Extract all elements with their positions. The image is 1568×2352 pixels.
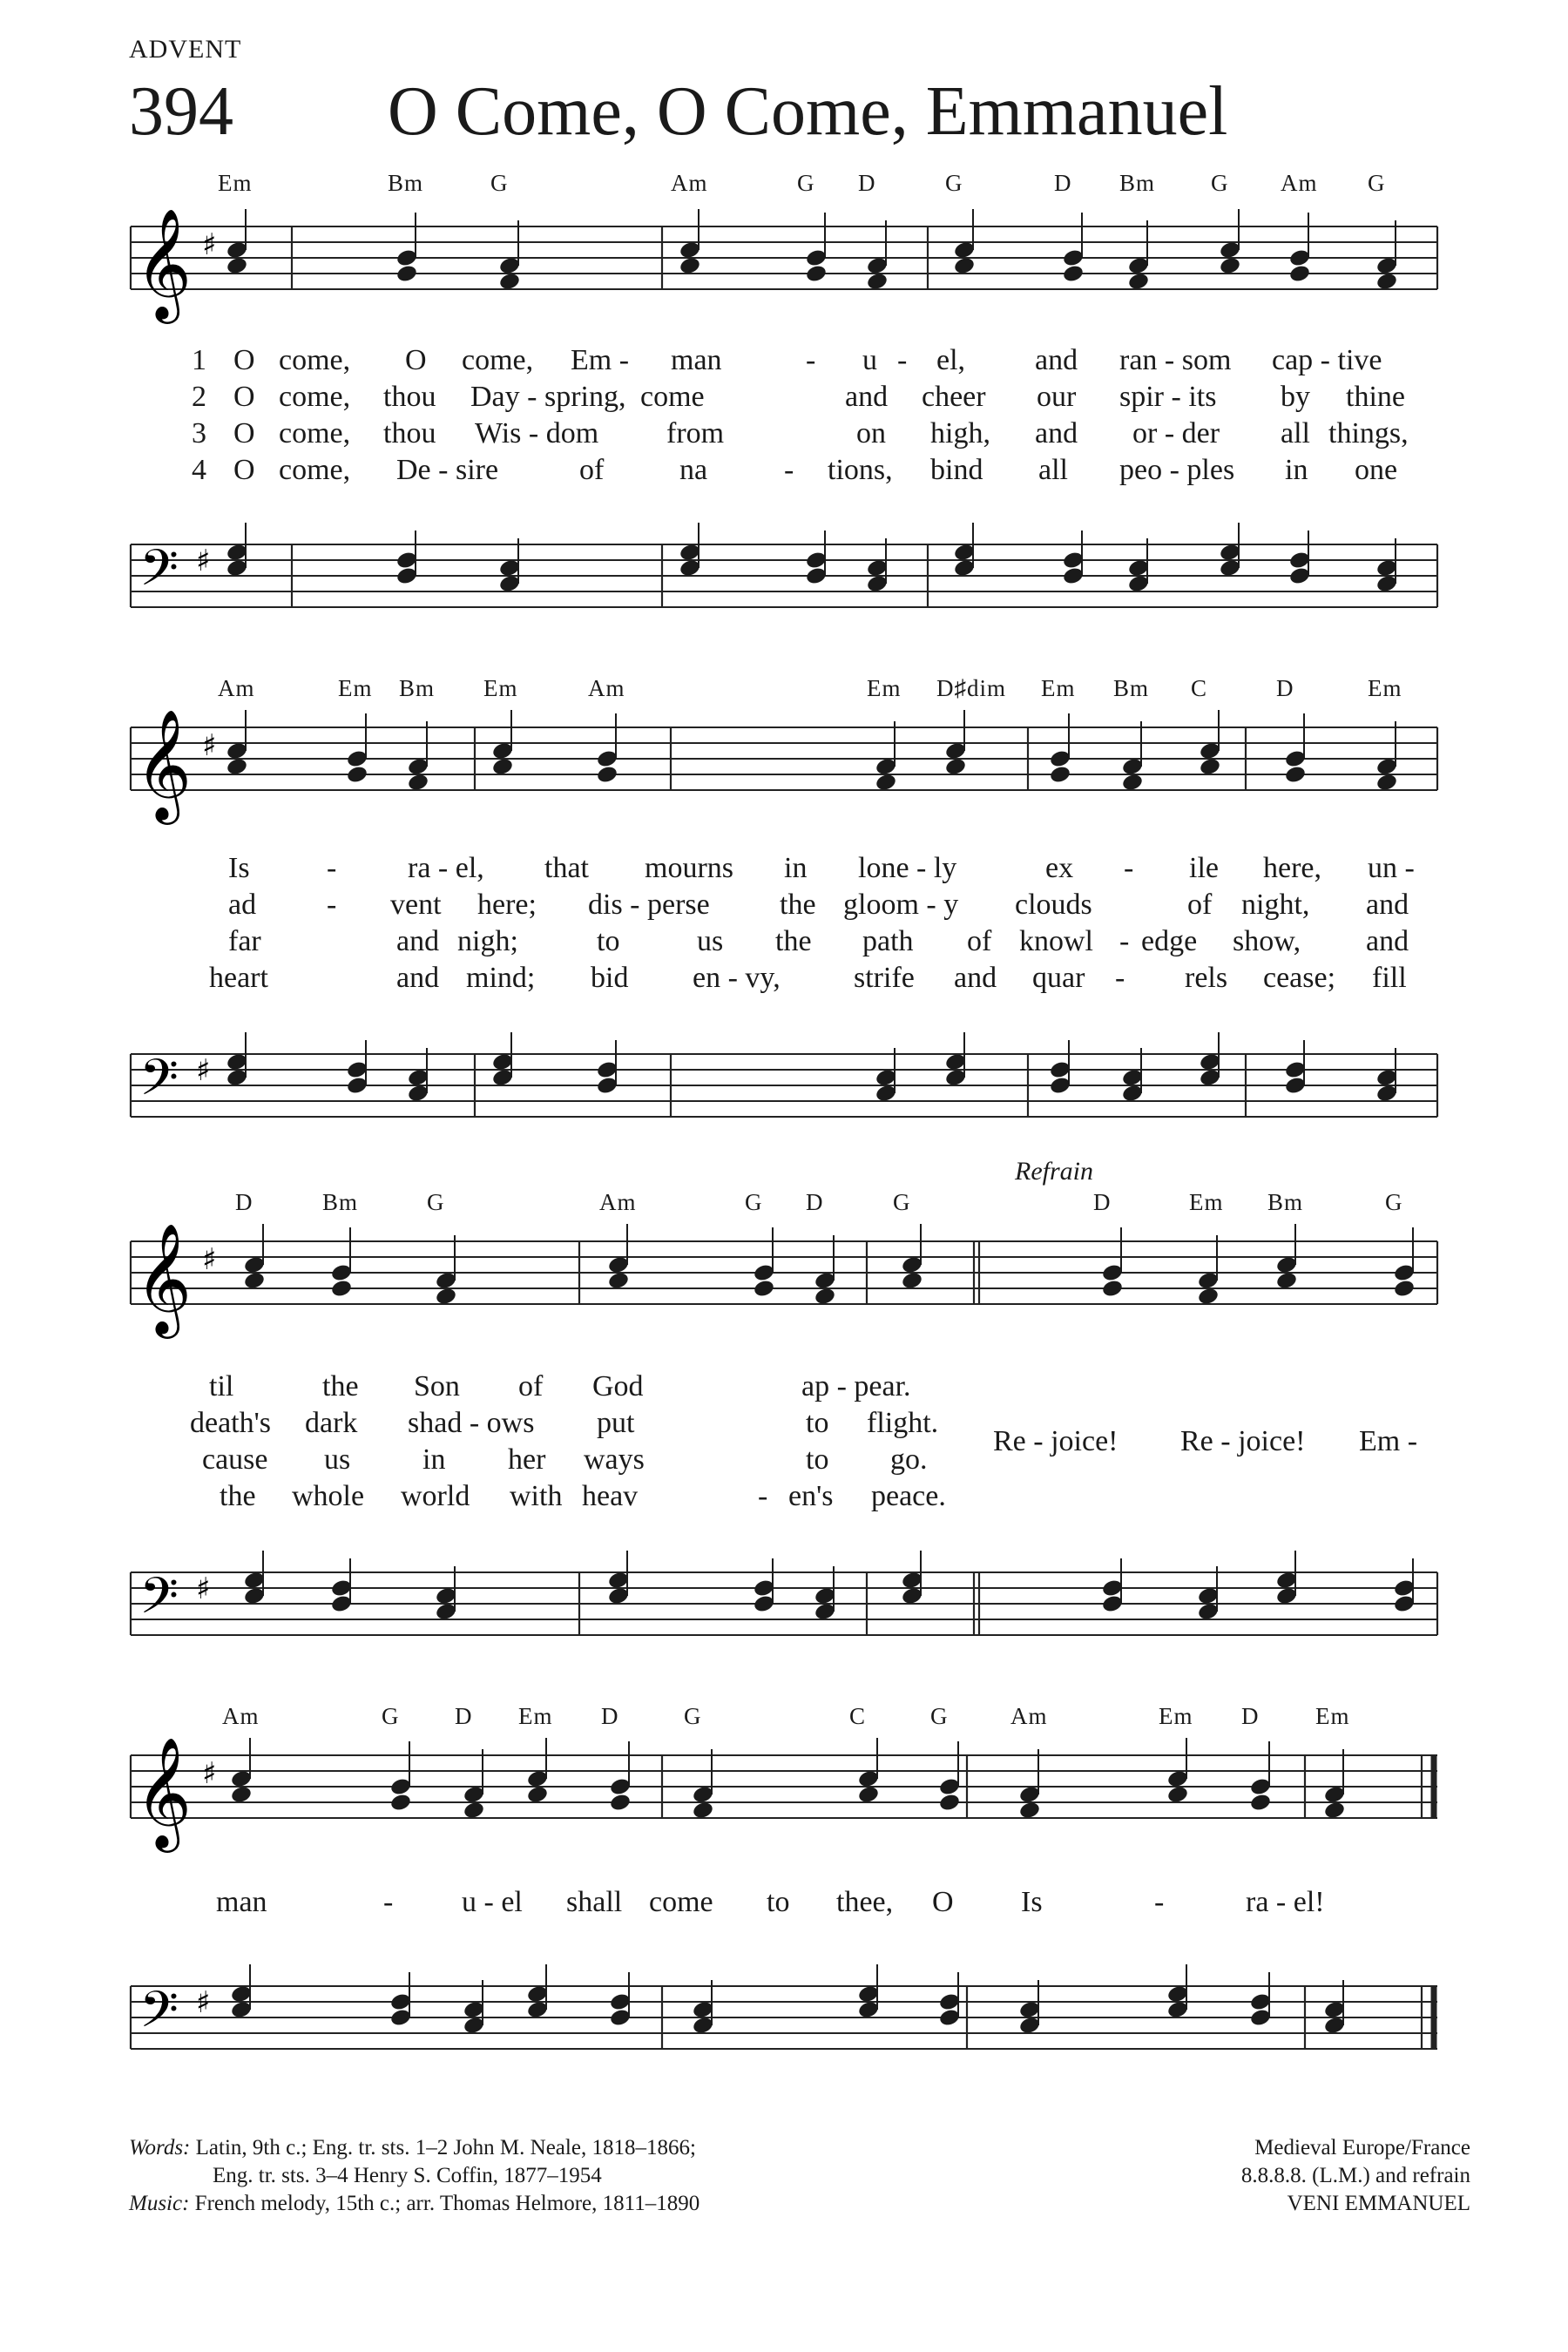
chord-symbols [0, 675, 1568, 710]
note-head [243, 1271, 266, 1291]
syllable: - [327, 852, 337, 884]
chord: D [858, 170, 876, 196]
chord: Em [338, 675, 373, 701]
bass-staff [0, 501, 1568, 658]
note-head [596, 765, 618, 785]
syllable: - [758, 1480, 768, 1512]
syllable: far [228, 925, 261, 957]
note-head [1219, 256, 1241, 276]
syllable: her [508, 1443, 546, 1476]
syllable: O [233, 454, 255, 486]
chord: D [1054, 170, 1072, 196]
refrain-lyric-line [0, 1425, 1568, 1460]
verse-number: 3 [192, 417, 206, 449]
syllable: high, [930, 417, 990, 449]
note-head [753, 1279, 775, 1299]
syllable: our [1037, 381, 1077, 413]
syllable: thee, [836, 1886, 894, 1918]
syllable: night, [1241, 889, 1310, 921]
words-credit [129, 2134, 1000, 2162]
lyric-line-verse-1 [0, 852, 1568, 887]
chord: G [930, 1703, 949, 1729]
syllable: De - sire [396, 454, 499, 486]
syllable: from [666, 417, 725, 449]
syllable: Is [1021, 1886, 1043, 1918]
syllable: ile [1189, 852, 1219, 884]
syllable: cause [202, 1443, 268, 1476]
syllable: nigh; [457, 925, 518, 957]
chord-symbols [0, 170, 1568, 205]
syllable: world [401, 1480, 470, 1512]
note-head [1018, 1801, 1041, 1821]
chord: Em [1041, 675, 1076, 701]
chord: Em [1159, 1703, 1193, 1729]
chord: D [455, 1703, 473, 1729]
syllable: on [856, 417, 886, 449]
syllable: edge [1141, 925, 1198, 957]
syllable: in [422, 1443, 446, 1476]
chord: G [1385, 1189, 1403, 1215]
syllable: ran - som [1119, 344, 1232, 376]
note-head [1062, 264, 1085, 284]
syllable: in [784, 852, 808, 884]
syllable: O [932, 1886, 954, 1918]
treble-staff [0, 1738, 1568, 1869]
note-head [1049, 765, 1071, 785]
syllable: clouds [1015, 889, 1092, 921]
syllable: en's [788, 1480, 834, 1512]
lyric-line-verse-2 [0, 889, 1568, 923]
chord: G [427, 1189, 445, 1215]
syllable: and [396, 925, 440, 957]
syllable: and [1035, 344, 1078, 376]
syllable: path [862, 925, 914, 957]
syllable: ra - el! [1246, 1886, 1325, 1918]
treble-clef-icon: 𝄞 [135, 1738, 193, 1848]
chord: Em [518, 1703, 553, 1729]
syllable: of [1187, 889, 1213, 921]
key-signature-sharp-icon: ♯ [196, 1985, 211, 2020]
chord: Em [218, 170, 253, 196]
syllable: and [396, 962, 440, 994]
syllable: quar [1032, 962, 1085, 994]
bass-staff [0, 1010, 1568, 1167]
chord-symbols [0, 1189, 1568, 1224]
syllable: na [679, 454, 708, 486]
chord: G [797, 170, 815, 196]
chord: Em [1368, 675, 1402, 701]
syllable: by [1281, 381, 1310, 413]
syllable: and [954, 962, 997, 994]
syllable: come, [462, 344, 534, 376]
chord: D [1276, 675, 1294, 701]
note-head [1199, 757, 1221, 777]
syllable: rels [1185, 962, 1228, 994]
note-head [435, 1287, 457, 1307]
note-head [1166, 1785, 1189, 1805]
syllable: cease; [1263, 962, 1336, 994]
syllable: O [405, 344, 427, 376]
meter: 8.8.8.8. (L.M.) and refrain [1240, 2164, 1470, 2187]
syllable: thine [1346, 381, 1405, 413]
syllable: - [806, 344, 816, 376]
lyric-line-verse-4 [0, 454, 1568, 489]
syllable: things, [1328, 417, 1409, 449]
note-head [1249, 1793, 1272, 1813]
syllable: to [767, 1886, 790, 1918]
note-head [1101, 1279, 1124, 1299]
note-head [1121, 773, 1144, 793]
note-head [857, 1785, 880, 1805]
syllable: - [1119, 925, 1130, 957]
note-head [692, 1801, 714, 1821]
treble-staff [0, 1224, 1568, 1355]
key-signature-sharp-icon: ♯ [196, 1571, 211, 1606]
note-head [226, 757, 248, 777]
syllable: the [780, 889, 816, 921]
syllable: to [806, 1443, 829, 1476]
note-head [526, 1785, 549, 1805]
note-head [389, 1793, 412, 1813]
syllable: to [597, 925, 620, 957]
syllable: in [1285, 454, 1308, 486]
chord: Am [671, 170, 708, 196]
key-signature-sharp-icon: ♯ [202, 227, 217, 262]
syllable: us [324, 1443, 351, 1476]
syllable: O [233, 381, 255, 413]
chord: G [490, 170, 509, 196]
syllable: heart [209, 962, 268, 994]
verse-number: 2 [192, 381, 206, 413]
music-credit [129, 2190, 1000, 2218]
syllable: ways [584, 1443, 645, 1476]
syllable: ra - el, [408, 852, 484, 884]
syllable: man [216, 1886, 267, 1918]
syllable: Is [228, 852, 250, 884]
chord: G [382, 1703, 400, 1729]
chord: C [849, 1703, 867, 1729]
refrain-label: Refrain [1015, 1157, 1093, 1186]
syllable: ad [228, 889, 257, 921]
note-head [1375, 272, 1398, 292]
chord: Am [588, 675, 625, 701]
syllable: and [845, 381, 889, 413]
syllable: Wis - dom [475, 417, 599, 449]
note-head [814, 1287, 836, 1307]
syllable: come [640, 381, 705, 413]
syllable: O [233, 417, 255, 449]
section-label: ADVENT [129, 35, 242, 64]
chord: Bm [1267, 1189, 1304, 1215]
music-line: French melody, 15th c.; arr. Thomas Helmore, 1811–1890 [194, 2192, 700, 2215]
bass-clef-icon: 𝄢 [139, 538, 179, 610]
syllable: show, [1233, 925, 1301, 957]
syllable: the [220, 1480, 256, 1512]
syllable: cheer [922, 381, 986, 413]
lyric-line-verse-4 [0, 962, 1568, 997]
syllable: here; [477, 889, 537, 921]
note-head [330, 1279, 353, 1299]
key-signature-sharp-icon: ♯ [196, 1053, 211, 1088]
note-head [230, 1785, 253, 1805]
words-line-2: Eng. tr. sts. 3–4 Henry S. Coffin, 1877–1954 [213, 2164, 602, 2187]
note-head [1375, 773, 1398, 793]
syllable: come, [279, 381, 351, 413]
syllable: vent [390, 889, 442, 921]
chord: Em [867, 675, 902, 701]
note-head [226, 256, 248, 276]
note-head [1275, 1271, 1298, 1291]
syllable: all [1038, 454, 1068, 486]
bass-clef-icon: 𝄢 [139, 1980, 179, 2051]
syllable: peace. [871, 1480, 946, 1512]
syllable: cap - tive [1272, 344, 1382, 376]
syllable: u - el [462, 1886, 523, 1918]
chord: Bm [399, 675, 436, 701]
syllable: shad - ows [408, 1407, 535, 1439]
syllable: peo - ples [1119, 454, 1235, 486]
tune-name: VENI EMMANUEL [1287, 2192, 1470, 2215]
syllable: man [671, 344, 722, 376]
syllable: come, [279, 417, 351, 449]
verse-number: 1 [192, 344, 206, 376]
note-head [1197, 1287, 1220, 1307]
note-head [866, 272, 889, 292]
syllable: un - [1368, 852, 1415, 884]
syllable: of [518, 1370, 544, 1402]
note-head [1127, 272, 1150, 292]
lyric-line-verse-4 [0, 1480, 1568, 1515]
syllable: or - der [1132, 417, 1220, 449]
syllable: - [383, 1886, 394, 1918]
treble-clef-icon: 𝄞 [135, 710, 193, 820]
syllable: Em - [571, 344, 630, 376]
chord: C [1191, 675, 1208, 701]
key-signature-sharp-icon: ♯ [202, 1756, 217, 1791]
syllable: el, [936, 344, 966, 376]
words-label: Words: [129, 2136, 191, 2159]
syllable: - [1124, 852, 1134, 884]
bass-staff [0, 1943, 1568, 2099]
syllable: fill [1372, 962, 1407, 994]
key-signature-sharp-icon: ♯ [202, 728, 217, 763]
chord: Am [1010, 1703, 1048, 1729]
note-head [944, 757, 967, 777]
chord: G [745, 1189, 763, 1215]
note-head [805, 264, 828, 284]
syllable: gloom - y [843, 889, 959, 921]
syllable: tions, [828, 454, 893, 486]
syllable: mourns [645, 852, 733, 884]
syllable: put [597, 1407, 635, 1439]
syllable: - [1154, 1886, 1165, 1918]
note-head [395, 264, 418, 284]
syllable: us [697, 925, 724, 957]
syllable: - [1115, 962, 1125, 994]
note-head [875, 773, 897, 793]
syllable: whole [292, 1480, 365, 1512]
note-head [938, 1793, 961, 1813]
lyric-line-verse-1 [0, 1886, 1568, 1921]
syllable: come, [279, 454, 351, 486]
syllable: come [649, 1886, 713, 1918]
words-line-1: Latin, 9th c.; Eng. tr. sts. 1–2 John M. Neale, 1818–1866; [195, 2136, 696, 2159]
credits-left [129, 2134, 1000, 2218]
note-head [609, 1793, 632, 1813]
syllable: death's [190, 1407, 271, 1439]
chord: Am [218, 675, 255, 701]
chord: D♯dim [936, 675, 1007, 701]
syllable: strife [854, 962, 915, 994]
note-head [901, 1271, 923, 1291]
syllable: of [579, 454, 605, 486]
chord: Bm [1113, 675, 1150, 701]
chord: D [806, 1189, 824, 1215]
note-head [346, 765, 368, 785]
syllable: here, [1263, 852, 1322, 884]
syllable: come, [279, 344, 351, 376]
syllable: - [784, 454, 794, 486]
syllable: spir - its [1119, 381, 1217, 413]
chord: Em [1189, 1189, 1224, 1215]
lyric-line-verse-3 [0, 417, 1568, 452]
syllable: the [775, 925, 812, 957]
syllable: Em - [1359, 1425, 1418, 1457]
syllable: Son [414, 1370, 460, 1402]
treble-clef-icon: 𝄞 [135, 209, 193, 319]
syllable: of [967, 925, 992, 957]
chord: G [684, 1703, 702, 1729]
note-head [1393, 1279, 1416, 1299]
chord: G [945, 170, 963, 196]
syllable: and [1035, 417, 1078, 449]
syllable: en - vy, [693, 962, 781, 994]
syllable: bind [930, 454, 983, 486]
syllable: til [209, 1370, 234, 1402]
note-head [463, 1801, 485, 1821]
syllable: shall [566, 1886, 623, 1918]
syllable: thou [383, 417, 436, 449]
hymn-number: 394 [129, 73, 233, 150]
chord: G [893, 1189, 911, 1215]
key-signature-sharp-icon: ♯ [202, 1242, 217, 1277]
syllable: and [1366, 925, 1409, 957]
syllable: ap - pear. [801, 1370, 911, 1402]
syllable: and [1366, 889, 1409, 921]
lyric-line-verse-2 [0, 381, 1568, 416]
syllable: u [862, 344, 877, 376]
hymn-title: O Come, O Come, Emmanuel [388, 73, 1228, 150]
tune-origin: Medieval Europe/France [1254, 2136, 1470, 2159]
credits-right [1035, 2134, 1470, 2218]
note-head [1284, 765, 1307, 785]
treble-clef-icon: 𝄞 [135, 1224, 193, 1334]
chord: Em [483, 675, 518, 701]
note-head [679, 256, 701, 276]
syllable: go. [890, 1443, 928, 1476]
verse-number: 4 [192, 454, 206, 486]
chord: Bm [388, 170, 424, 196]
lyric-line-verse-1 [0, 344, 1568, 379]
bass-clef-icon: 𝄢 [139, 1048, 179, 1119]
syllable: - [327, 889, 337, 921]
lyric-line-verse-1 [0, 1370, 1568, 1405]
chord: D [1093, 1189, 1112, 1215]
note-head [407, 773, 429, 793]
syllable: bid [591, 962, 629, 994]
syllable: ex [1045, 852, 1074, 884]
syllable: mind; [466, 962, 536, 994]
syllable: Day - spring, [470, 381, 626, 413]
syllable: God [592, 1370, 644, 1402]
syllable: - [897, 344, 908, 376]
music-label: Music: [129, 2192, 190, 2215]
chord: G [1211, 170, 1229, 196]
syllable: one [1355, 454, 1398, 486]
chord: Em [1315, 1703, 1350, 1729]
chord-symbols [0, 1703, 1568, 1738]
syllable: dark [305, 1407, 358, 1439]
syllable: heav [582, 1480, 639, 1512]
syllable: knowl [1019, 925, 1093, 957]
chord: D [1241, 1703, 1260, 1729]
bass-staff [0, 1529, 1568, 1686]
syllable: flight. [867, 1407, 939, 1439]
note-head [498, 272, 521, 292]
note-head [1288, 264, 1311, 284]
syllable: dis - perse [588, 889, 710, 921]
bass-clef-icon: 𝄢 [139, 1566, 179, 1638]
note-head [1323, 1801, 1346, 1821]
note-head [607, 1271, 630, 1291]
syllable: Re - joice! [1180, 1425, 1306, 1457]
lyric-line-verse-3 [0, 925, 1568, 960]
key-signature-sharp-icon: ♯ [196, 544, 211, 578]
chord: Am [222, 1703, 260, 1729]
syllable: Re - joice! [993, 1425, 1119, 1457]
syllable: thou [383, 381, 436, 413]
treble-staff [0, 209, 1568, 340]
chord: D [235, 1189, 253, 1215]
syllable: to [806, 1407, 829, 1439]
syllable: O [233, 344, 255, 376]
note-head [491, 757, 514, 777]
syllable: lone - ly [858, 852, 957, 884]
note-head [953, 256, 976, 276]
syllable: the [322, 1370, 359, 1402]
chord: D [601, 1703, 619, 1729]
syllable: that [544, 852, 589, 884]
chord: G [1368, 170, 1386, 196]
treble-staff [0, 710, 1568, 841]
chord: Am [1281, 170, 1318, 196]
syllable: all [1281, 417, 1310, 449]
syllable: with [510, 1480, 563, 1512]
chord: Bm [322, 1189, 359, 1215]
chord: Am [599, 1189, 637, 1215]
chord: Bm [1119, 170, 1156, 196]
